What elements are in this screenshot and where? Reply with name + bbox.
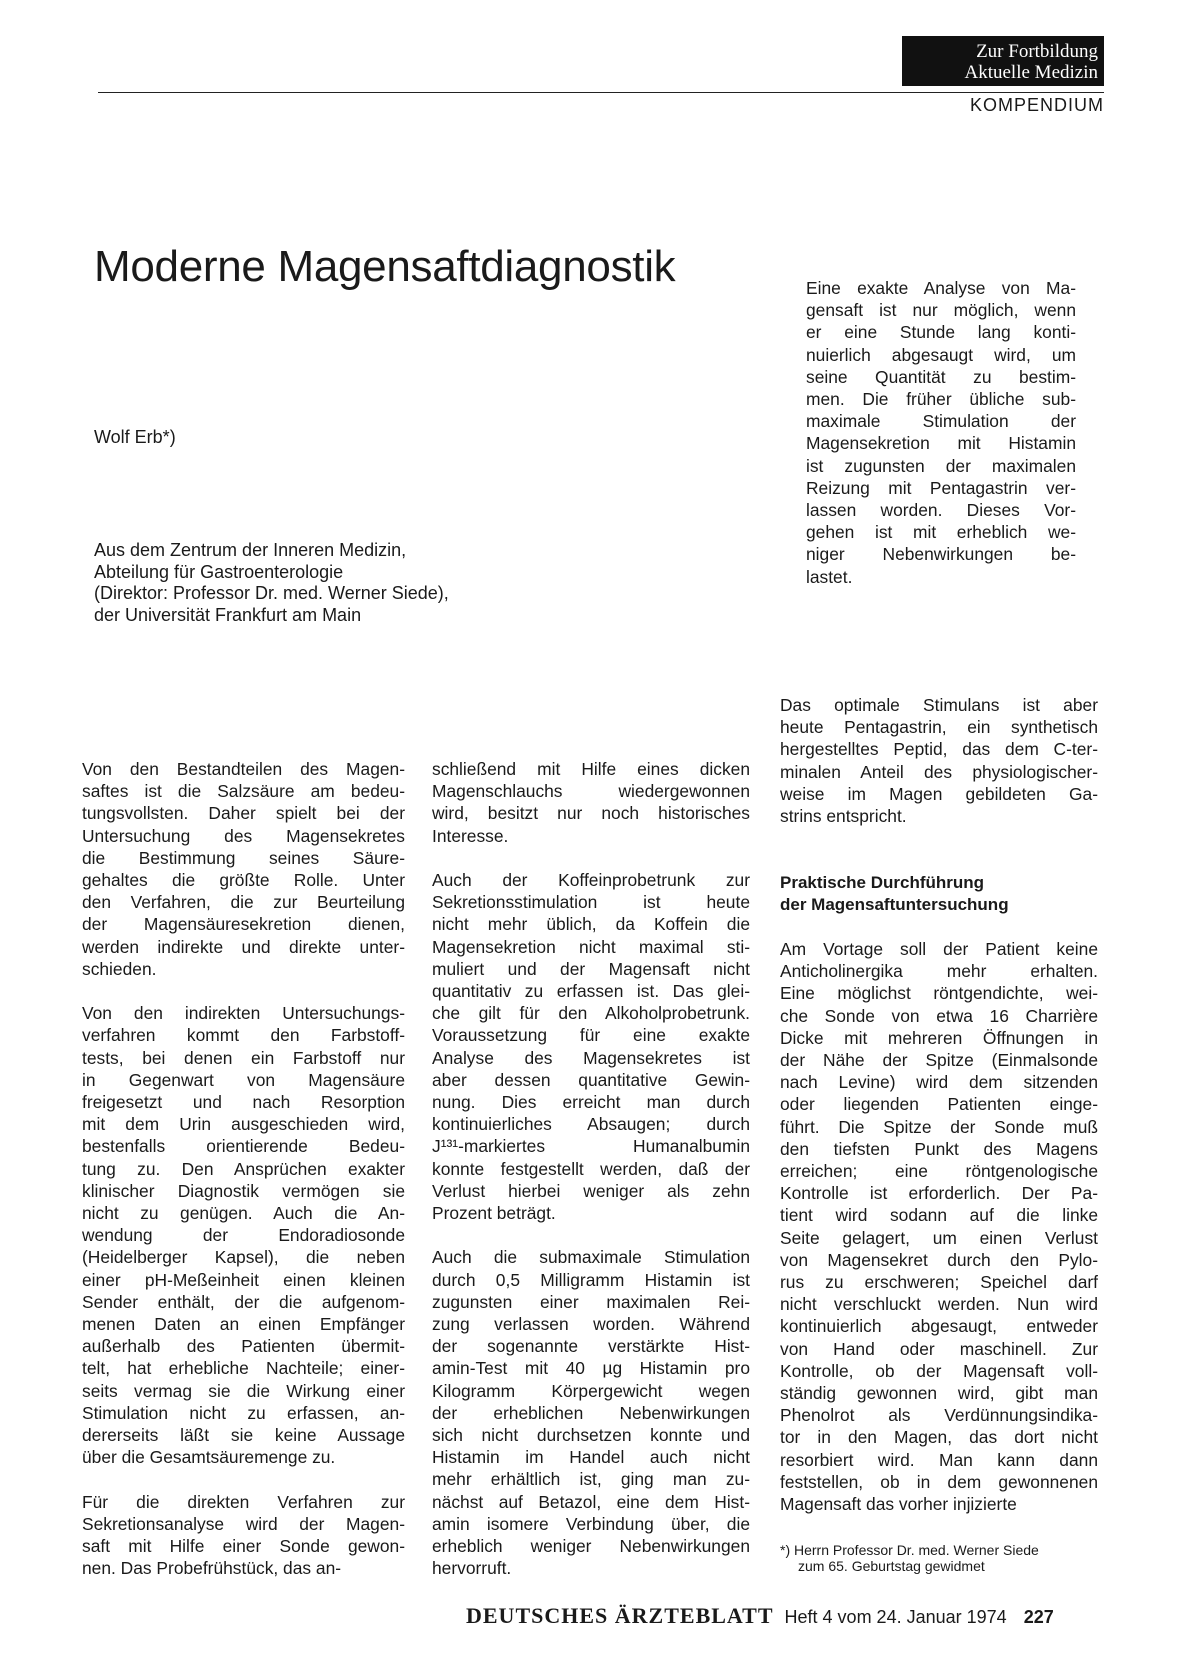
text-line: Kontrolle ist erforderlich. Der Pa- — [780, 1183, 1098, 1204]
text-line: erheblich weniger Nebenwirkungen — [432, 1536, 750, 1557]
subheading-line: der Magensaftuntersuchung — [780, 895, 1009, 914]
text-line: tests, bei denen ein Farbstoff nur — [82, 1047, 405, 1068]
text-line: Seite gelagert, um einen Verlust — [780, 1227, 1098, 1248]
text-line: heute Pentagastrin, ein synthetisch — [780, 717, 1098, 738]
text-line: der sogenannte verstärkte Hist- — [432, 1336, 750, 1357]
text-line: rus zu erschweren; Speichel darf — [780, 1272, 1098, 1293]
text-line: über die Gesamtsäuremenge zu. — [82, 1447, 336, 1468]
text-line: tungsvollsten. Daher spielt bei der — [82, 803, 405, 824]
text-line: Das optimale Stimulans ist aber — [780, 695, 1098, 715]
text-line: Prozent beträgt. — [432, 1203, 556, 1224]
text-line: hergestelltes Peptid, das dem C-ter- — [780, 739, 1098, 760]
text-line: mit dem Urin ausgeschieden wird, — [82, 1114, 405, 1135]
text-line: einer pH-Meßeinheit einen kleinen — [82, 1269, 405, 1290]
text-line: wendung der Endoradiosonde — [82, 1225, 405, 1246]
text-line: seine Quantität zu bestim- — [806, 366, 1076, 387]
text-line: Reizung mit Pentagastrin ver- — [806, 477, 1076, 498]
text-line: Kontrolle, ob der Magensaft voll- — [780, 1360, 1098, 1381]
badge-line-2: Aktuelle Medizin — [964, 62, 1098, 83]
footnote-line: *) Herrn Professor Dr. med. Werner Siede — [780, 1542, 1039, 1558]
text-line: der erheblichen Nebenwirkungen — [432, 1402, 750, 1423]
text-line: resorbiert wird. Man kann dann — [780, 1449, 1098, 1470]
text-line: die Bestimmung seines Säure- — [82, 847, 405, 868]
text-line: menen Daten an einen Empfänger — [82, 1314, 405, 1335]
text-line: oder liegenden Patienten einge- — [780, 1094, 1098, 1115]
affiliation-line: Abteilung für Gastroenterologie — [94, 561, 344, 582]
text-line: konnte festgestellt werden, daß der — [432, 1158, 750, 1179]
author: Wolf Erb*) — [94, 427, 176, 447]
section-badge — [902, 36, 1104, 86]
text-line: werden indirekte und direkte unter- — [82, 936, 405, 957]
text-line: tor in den Magen, das dort nicht — [780, 1427, 1098, 1448]
text-line: hervorruft. — [432, 1558, 512, 1579]
text-line: tung zu. Den Ansprüchen exakter — [82, 1158, 405, 1179]
text-line: nicht mehr üblich, da Koffein die — [432, 914, 750, 935]
text-line: Auch der Koffeinprobetrunk zur — [432, 870, 750, 890]
text-line: muliert und der Magensaft nicht — [432, 958, 750, 979]
text-line: dererseits läßt sie keine Aussage — [82, 1425, 405, 1446]
text-line: Magensekretion nicht maximal sti- — [432, 936, 750, 957]
text-line: strins entspricht. — [780, 806, 907, 827]
header-rule — [98, 92, 1104, 93]
text-line: nach Levine) wird dem sitzenden — [780, 1072, 1098, 1093]
text-line: kontinuierliches Absaugen; durch — [432, 1114, 750, 1135]
text-line: che Sonde von etwa 16 Charrière — [780, 1005, 1098, 1026]
text-line: quantitativ zu erfassen ist. Das glei- — [432, 981, 750, 1002]
text-line: in Gegenwart von Magensäure — [82, 1069, 405, 1090]
text-line: schieden. — [82, 958, 157, 979]
text-line: er eine Stunde lang konti- — [806, 322, 1076, 343]
text-line: nung. Dies erreicht man durch — [432, 1092, 750, 1113]
text-line: der Magensäuresekretion dienen, — [82, 914, 405, 935]
text-line: Für die direkten Verfahren zur — [82, 1491, 405, 1512]
text-line: zugunsten einer maximalen Rei- — [432, 1291, 750, 1312]
text-line: lassen worden. Dieses Vor- — [806, 500, 1076, 521]
text-line: seits vermag sie die Wirkung einer — [82, 1380, 405, 1401]
paragraph — [82, 758, 405, 980]
body-column-1 — [82, 758, 405, 1602]
page-footer — [466, 1603, 1054, 1629]
text-line: Untersuchung des Magensekretes — [82, 825, 405, 846]
text-line: nicht verschluckt werden. Nun wird — [780, 1294, 1098, 1315]
text-line: den tiefsten Punkt des Magens — [780, 1138, 1098, 1159]
journal-name: DEUTSCHES ÄRZTEBLATT — [466, 1603, 774, 1628]
body-column-3 — [780, 938, 1098, 1515]
text-line: Dicke mit mehreren Öffnungen in — [780, 1027, 1098, 1048]
text-line: aber dessen quantitative Gewin- — [432, 1069, 750, 1090]
text-line: minalen Anteil des physiologischer- — [780, 761, 1098, 782]
text-line: lastet. — [806, 566, 853, 587]
text-line: tient wird sodann auf die linke — [780, 1205, 1098, 1226]
text-line: Von den Bestandteilen des Magen- — [82, 759, 405, 779]
text-line: niger Nebenwirkungen be- — [806, 544, 1076, 565]
text-line: freigesetzt und nach Resorption — [82, 1092, 405, 1113]
text-line: Magensaft das vorher injizierte — [780, 1494, 1017, 1515]
footnote-line: zum 65. Geburtstag gewidmet — [798, 1558, 985, 1574]
page-number: 227 — [1023, 1607, 1054, 1627]
text-line: nen. Das Probefrühstück, das an- — [82, 1558, 342, 1579]
text-line: außerhalb des Patienten übermit- — [82, 1336, 405, 1357]
paragraph — [82, 1491, 405, 1580]
text-line: men. Die früher übliche sub- — [806, 389, 1076, 410]
text-line: der Nähe der Spitze (Einmalsonde — [780, 1050, 1098, 1071]
footnote — [780, 1542, 1039, 1574]
text-line: Interesse. — [432, 825, 509, 846]
text-line: nicht zu genügen. Auch die An- — [82, 1203, 405, 1224]
text-line: von Hand oder maschinell. Zur — [780, 1338, 1098, 1359]
affiliation-line: der Universität Frankfurt am Main — [94, 604, 362, 625]
text-line: Am Vortage soll der Patient keine — [780, 939, 1098, 959]
text-line: J¹³¹-markiertes Humanalbumin — [432, 1136, 750, 1157]
text-line: weise im Magen gebildeten Ga- — [780, 783, 1098, 804]
text-line: nächst auf Betazol, eine dem Hist- — [432, 1491, 750, 1512]
text-line: gensaft ist nur möglich, wenn — [806, 300, 1076, 321]
paragraph — [432, 758, 750, 847]
text-line: führt. Die Spitze der Sonde muß — [780, 1116, 1098, 1137]
text-line: telt, hat erhebliche Nachteile; einer- — [82, 1358, 405, 1379]
text-line: Von den indirekten Untersuchungs- — [82, 1003, 405, 1024]
text-line: Voraussetzung für eine exakte — [432, 1025, 750, 1046]
text-line: Anticholinergika mehr erhalten. — [780, 961, 1098, 982]
article-title: Moderne Magensaftdiagnostik — [94, 242, 676, 291]
text-line: nuierlich abgesaugt wird, um — [806, 344, 1076, 365]
text-line: zung verlassen worden. Während — [432, 1314, 750, 1335]
text-line: klinischer Diagnostik vermögen sie — [82, 1180, 405, 1201]
text-line: Eine möglichst röntgendichte, wei- — [780, 983, 1098, 1004]
text-line: Kilogramm Körpergewicht wegen — [432, 1380, 750, 1401]
paragraph — [432, 869, 750, 1224]
text-line: ständig gewonnen wird, gibt man — [780, 1383, 1098, 1404]
text-line: den Verfahren, die zur Beurteilung — [82, 892, 405, 913]
body-column-2 — [432, 758, 750, 1602]
paragraph — [82, 1002, 405, 1468]
text-line: ist zugunsten der maximalen — [806, 455, 1076, 476]
text-line: erreichen; eine röntgenologische — [780, 1161, 1098, 1182]
text-line: Phenolrot als Verdünnungsindika- — [780, 1405, 1098, 1426]
paragraph — [432, 1246, 750, 1579]
subheading-line: Praktische Durchführung — [780, 873, 985, 892]
section-subheading — [780, 872, 1009, 916]
text-line: Magensekretion mit Histamin — [806, 433, 1076, 454]
text-line: durch 0,5 Milligramm Histamin ist — [432, 1269, 750, 1290]
badge-line-1: Zur Fortbildung — [976, 41, 1098, 62]
text-line: Sekretionsanalyse wird der Magen- — [82, 1513, 405, 1534]
text-line: feststellen, ob in dem gewonnenen — [780, 1471, 1098, 1492]
text-line: verfahren kommt den Farbstoff- — [82, 1025, 405, 1046]
text-line: Verlust hierbei weniger als zehn — [432, 1180, 750, 1201]
text-line: gehen ist mit erheblich we- — [806, 522, 1076, 543]
issue-info: Heft 4 vom 24. Januar 1974 — [784, 1607, 1007, 1627]
text-line: saft mit Hilfe einer Sonde gewon- — [82, 1536, 405, 1557]
text-line: Histamin im Handel auch nicht — [432, 1447, 750, 1468]
text-line: von Magensekret durch den Pylo- — [780, 1249, 1098, 1270]
text-line: mehr erhältlich ist, ging man zu- — [432, 1469, 750, 1490]
affiliation — [94, 540, 449, 626]
text-line: Sekretionsstimulation ist heute — [432, 892, 750, 913]
text-line: amin isomere Verbindung über, die — [432, 1513, 750, 1534]
text-line: gehaltes die größte Rolle. Unter — [82, 870, 405, 891]
text-line: saftes ist die Salzsäure am bedeu- — [82, 781, 405, 802]
text-line: Analyse des Magensekretes ist — [432, 1047, 750, 1068]
section-label: KOMPENDIUM — [969, 95, 1104, 115]
text-line: Stimulation nicht zu erfassen, an- — [82, 1402, 405, 1423]
text-line: (Heidelberger Kapsel), die neben — [82, 1247, 405, 1268]
text-line: Eine exakte Analyse von Ma- — [806, 278, 1076, 298]
text-line: bestenfalls orientierende Bedeu- — [82, 1136, 405, 1157]
abstract — [806, 277, 1076, 588]
body-column-3-intro — [780, 694, 1098, 827]
text-line: Magenschlauchs wiedergewonnen — [432, 781, 750, 802]
text-line: schließend mit Hilfe eines dicken — [432, 759, 750, 779]
text-line: Sender enthält, der die aufgenom- — [82, 1291, 405, 1312]
text-line: amin-Test mit 40 µg Histamin pro — [432, 1358, 750, 1379]
text-line: che gilt für den Alkoholprobetrunk. — [432, 1003, 750, 1024]
text-line: maximale Stimulation der — [806, 411, 1076, 432]
text-line: sich nicht durchsetzen konnte und — [432, 1425, 750, 1446]
text-line: wird, besitzt nur noch historisches — [432, 803, 750, 824]
text-line: Auch die submaximale Stimulation — [432, 1247, 750, 1268]
affiliation-line: Aus dem Zentrum der Inneren Medizin, — [94, 540, 407, 560]
affiliation-line: (Direktor: Professor Dr. med. Werner Siede), — [94, 583, 449, 603]
text-line: kontinuierlich abgesaugt, entweder — [780, 1316, 1098, 1337]
